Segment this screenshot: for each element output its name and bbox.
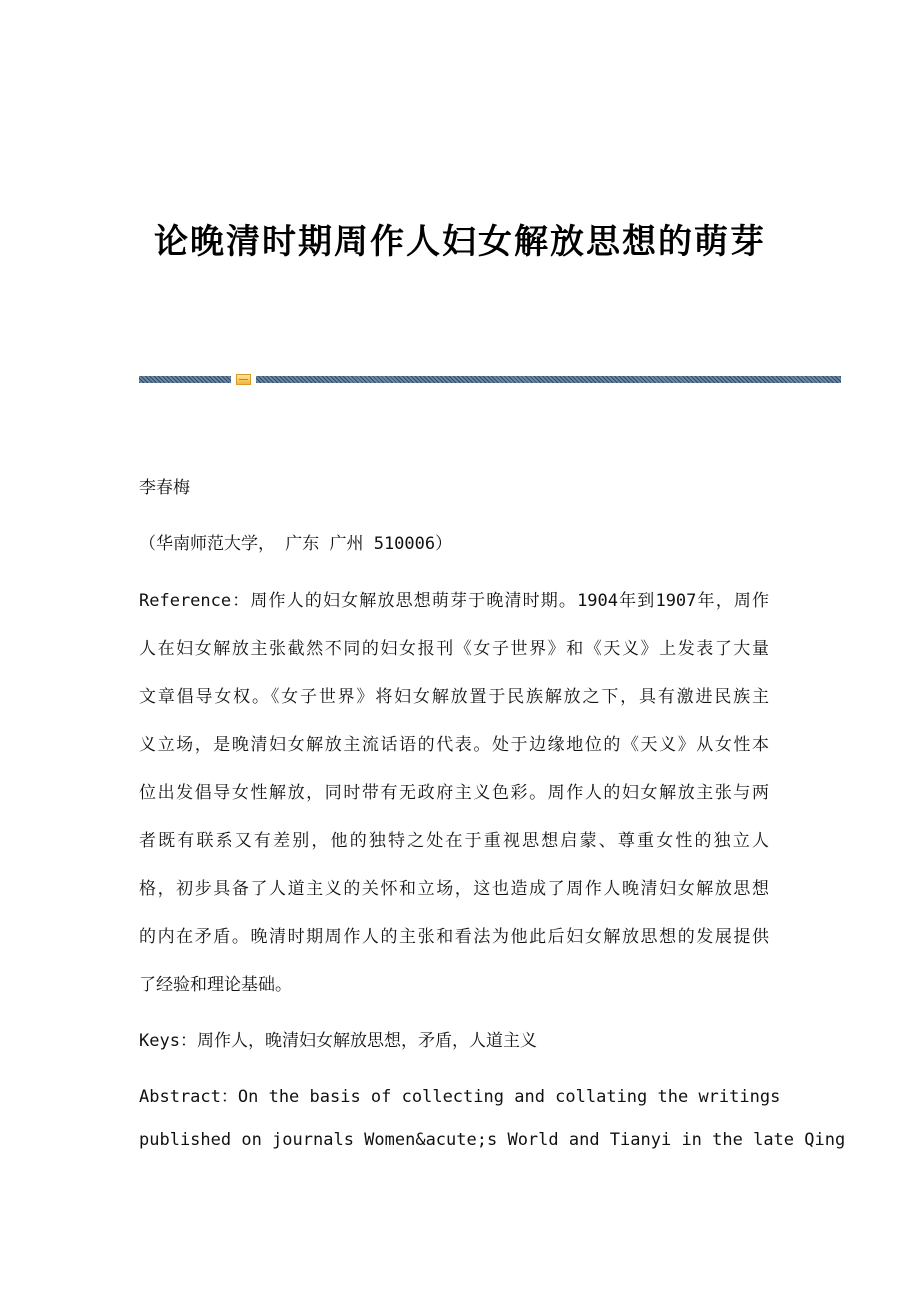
reference-line: 位出发倡导女性解放，同时带有无政府主义色彩。周作人的妇女解放主张与两 [139,783,769,803]
page-title: 论晚清时期周作人妇女解放思想的萌芽 [154,222,766,262]
reference-line: 义立场，是晚清妇女解放主流话语的代表。处于边缘地位的《天义》从女性本 [139,735,769,755]
author-name: 李春梅 [139,478,190,498]
abstract-line: Abstract：On the basis of collecting and collating the writings [139,1087,781,1107]
reference-line: 文章倡导女权。《女子世界》将妇女解放置于民族解放之下，具有激进民族主 [139,687,769,707]
reference-line: 者既有联系又有差别，他的独特之处在于重视思想启蒙、尊重女性的独立人 [139,831,769,851]
abstract-line: published on journals Women&acute;s World and Tianyi in the late Qing [139,1130,846,1150]
keywords: Keys：周作人，晚清妇女解放思想，矛盾，人道主义 [139,1031,537,1051]
reference-line: 了经验和理论基础。 [139,975,292,995]
reference-line: 人在妇女解放主张截然不同的妇女报刊《女子世界》和《天义》上发表了大量 [139,639,769,659]
title-divider [139,374,841,384]
reference-line: Reference：周作人的妇女解放思想萌芽于晚清时期。1904年到1907年，周作 [139,591,769,611]
reference-line: 的内在矛盾。晚清时期周作人的主张和看法为他此后妇女解放思想的发展提供 [139,927,769,947]
reference-line: 格，初步具备了人道主义的关怀和立场，这也造成了周作人晚清妇女解放思想 [139,879,769,899]
divider-emblem-icon [236,374,251,385]
divider-bar-right [256,376,841,383]
divider-bar-left [139,376,231,383]
affiliation: （华南师范大学， 广东 广州 510006） [139,534,453,554]
